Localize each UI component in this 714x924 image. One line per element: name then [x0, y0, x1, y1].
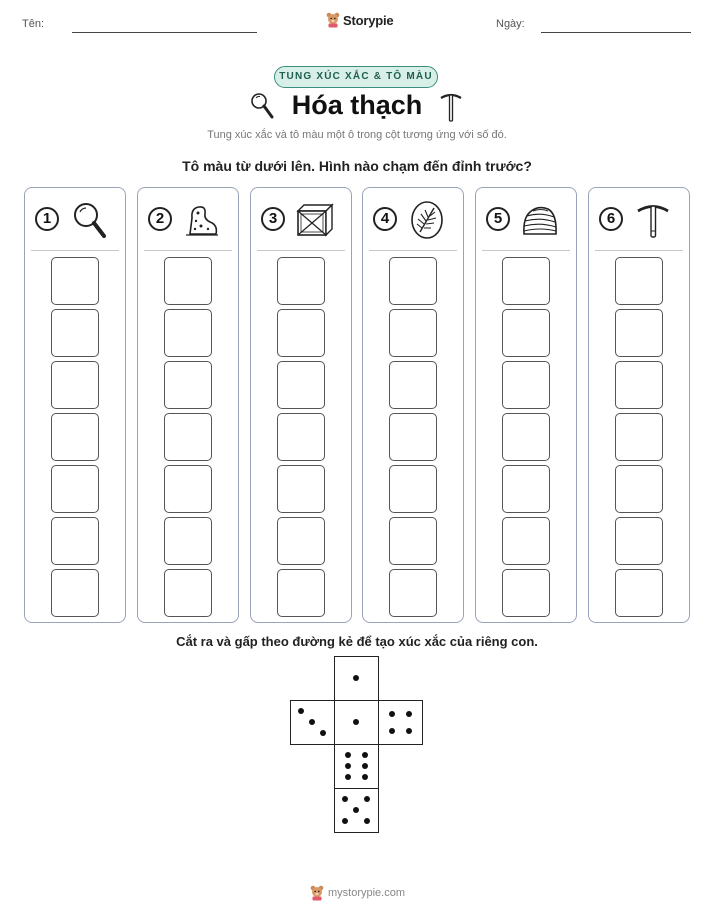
column-number: 4	[373, 207, 397, 231]
activity-badge: TUNG XÚC XẮC & TÔ MÀU	[274, 66, 438, 88]
name-line[interactable]	[72, 32, 257, 33]
dice-face-1	[334, 656, 379, 701]
color-cell[interactable]	[164, 413, 212, 461]
color-cell[interactable]	[389, 413, 437, 461]
pip	[353, 675, 359, 681]
color-cell[interactable]	[164, 517, 212, 565]
pip	[320, 730, 326, 736]
game-question: Tô màu từ dưới lên. Hình nào chạm đến đỉnh trước?	[182, 158, 532, 174]
dice-face-6	[334, 744, 379, 789]
color-cell[interactable]	[502, 517, 550, 565]
column-divider	[257, 250, 345, 251]
dice-column-3	[250, 187, 352, 623]
pip	[389, 711, 395, 717]
dice-face-1	[334, 700, 379, 745]
column-number: 6	[599, 207, 623, 231]
color-cell[interactable]	[389, 465, 437, 513]
color-cell[interactable]	[615, 361, 663, 409]
color-cell[interactable]	[615, 257, 663, 305]
date-line[interactable]	[541, 32, 691, 33]
color-cell[interactable]	[502, 309, 550, 357]
instructions: Tung xúc xắc và tô màu một ô trong cột tương ứng với số đó.	[207, 129, 507, 141]
pip	[309, 719, 315, 725]
pip	[345, 763, 351, 769]
color-cell[interactable]	[502, 361, 550, 409]
dice-face-3	[290, 700, 335, 745]
dice-column-1	[24, 187, 126, 623]
color-cell[interactable]	[502, 257, 550, 305]
pip	[345, 774, 351, 780]
pip	[364, 796, 370, 802]
name-label: Tên:	[22, 18, 45, 30]
color-cell[interactable]	[277, 361, 325, 409]
dice-instruction: Cắt ra và gấp theo đường kẻ để tạo xúc xắc của riêng con.	[176, 634, 538, 649]
leaf-fossil-icon	[407, 200, 447, 240]
column-divider	[482, 250, 570, 251]
footer-url: mystorypie.com	[328, 887, 406, 899]
pip	[362, 763, 368, 769]
dice-column-6	[588, 187, 690, 623]
color-cell[interactable]	[164, 361, 212, 409]
pip	[298, 708, 304, 714]
color-cell[interactable]	[277, 309, 325, 357]
color-cell[interactable]	[51, 569, 99, 617]
crate-icon	[295, 200, 335, 240]
color-cell[interactable]	[502, 413, 550, 461]
color-cell[interactable]	[615, 569, 663, 617]
color-cell[interactable]	[502, 569, 550, 617]
pip	[406, 728, 412, 734]
color-cell[interactable]	[51, 465, 99, 513]
color-cell[interactable]	[277, 465, 325, 513]
color-cell[interactable]	[277, 517, 325, 565]
magnifier-icon	[69, 200, 109, 240]
column-divider	[144, 250, 232, 251]
color-cell[interactable]	[51, 361, 99, 409]
bear-icon	[310, 885, 324, 901]
color-cell[interactable]	[277, 257, 325, 305]
column-number: 2	[148, 207, 172, 231]
color-cell[interactable]	[51, 517, 99, 565]
color-cell[interactable]	[615, 517, 663, 565]
color-cell[interactable]	[615, 465, 663, 513]
color-cell[interactable]	[51, 413, 99, 461]
color-cell[interactable]	[164, 465, 212, 513]
brand-name: Storypie	[343, 12, 394, 28]
dice-face-5	[334, 788, 379, 833]
color-cell[interactable]	[389, 257, 437, 305]
color-cell[interactable]	[164, 257, 212, 305]
footer	[310, 885, 405, 901]
color-cell[interactable]	[277, 569, 325, 617]
color-cell[interactable]	[615, 309, 663, 357]
color-cell[interactable]	[502, 465, 550, 513]
pip	[342, 818, 348, 824]
pip	[362, 752, 368, 758]
page-title: Hóa thạch	[291, 90, 423, 120]
color-cell[interactable]	[51, 309, 99, 357]
dice-column-4	[362, 187, 464, 623]
pip	[353, 807, 359, 813]
color-cell[interactable]	[51, 257, 99, 305]
rock-layers-icon	[520, 200, 560, 240]
color-cell[interactable]	[389, 517, 437, 565]
pip	[362, 774, 368, 780]
color-cell[interactable]	[277, 413, 325, 461]
pickaxe-icon	[633, 200, 673, 240]
column-number: 3	[261, 207, 285, 231]
color-cell[interactable]	[389, 361, 437, 409]
column-divider	[369, 250, 457, 251]
pip	[389, 728, 395, 734]
color-cell[interactable]	[389, 569, 437, 617]
dice-column-2	[137, 187, 239, 623]
dice-face-4	[378, 700, 423, 745]
pickaxe-icon	[438, 91, 464, 123]
column-number: 5	[486, 207, 510, 231]
date-label: Ngày:	[496, 18, 525, 30]
color-cell[interactable]	[164, 309, 212, 357]
color-cell[interactable]	[164, 569, 212, 617]
pip	[345, 752, 351, 758]
column-number: 1	[35, 207, 59, 231]
column-divider	[31, 250, 119, 251]
pip	[342, 796, 348, 802]
pip	[364, 818, 370, 824]
column-divider	[595, 250, 683, 251]
bear-icon	[326, 12, 340, 28]
brand-logo	[326, 12, 393, 28]
dice-column-5	[475, 187, 577, 623]
fossil-rock-icon	[182, 200, 222, 240]
pip	[406, 711, 412, 717]
color-cell[interactable]	[389, 309, 437, 357]
pip	[353, 719, 359, 725]
color-cell[interactable]	[615, 413, 663, 461]
